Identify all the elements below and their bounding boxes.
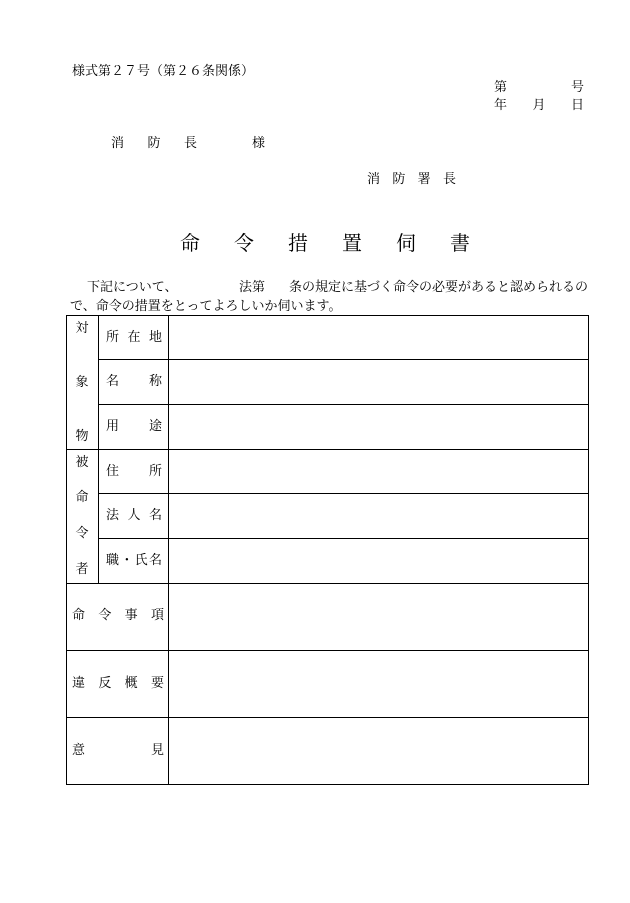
location-field[interactable] xyxy=(169,316,588,359)
label-position-name: 職 ・ 氏 名 xyxy=(106,553,162,568)
addressee-honorific: 様 xyxy=(252,136,266,151)
order-items-field[interactable] xyxy=(169,584,588,650)
position-name-field[interactable] xyxy=(169,539,588,583)
label-corporation-name: 法 人 名 xyxy=(106,508,162,523)
date-month: 月 xyxy=(532,98,546,113)
label-address: 住 所 xyxy=(106,464,162,479)
date-line xyxy=(494,98,584,114)
body-segment-2: 法第 xyxy=(239,280,266,295)
body-segment-3: 条の規定に基づく命令の必要があると認められるの xyxy=(289,280,589,295)
number-prefix: 第 xyxy=(494,80,508,95)
violation-summary-field[interactable] xyxy=(169,651,588,717)
form-number: 様式第２７号（第２６条関係） xyxy=(72,64,255,79)
body-line-2: で、命令の措置をとってよろしいか伺います。 xyxy=(70,299,342,314)
label-name: 名 称 xyxy=(106,374,162,389)
label-violation-summary: 違 反 概 要 xyxy=(72,676,164,691)
corporation-name-field[interactable] xyxy=(169,494,588,538)
date-year: 年 xyxy=(494,98,508,113)
sender-title: 消 防 署 長 xyxy=(367,172,456,187)
name-field[interactable] xyxy=(169,360,588,404)
opinion-field[interactable] xyxy=(169,718,588,784)
usage-field[interactable] xyxy=(169,405,588,449)
address-field[interactable] xyxy=(169,450,588,493)
body-segment-1: 下記について、 xyxy=(87,280,178,295)
document-title: 命 令 措 置 伺 書 xyxy=(180,231,470,255)
label-order-items: 命 令 事 項 xyxy=(72,608,164,623)
label-location: 所 在 地 xyxy=(106,330,162,345)
date-day: 日 xyxy=(570,98,584,113)
label-usage: 用 途 xyxy=(106,419,162,434)
addressee-title: 消 防 長 xyxy=(111,136,197,151)
document-number-line xyxy=(494,80,584,96)
label-opinion: 意 見 xyxy=(72,743,164,758)
number-suffix: 号 xyxy=(570,80,584,95)
